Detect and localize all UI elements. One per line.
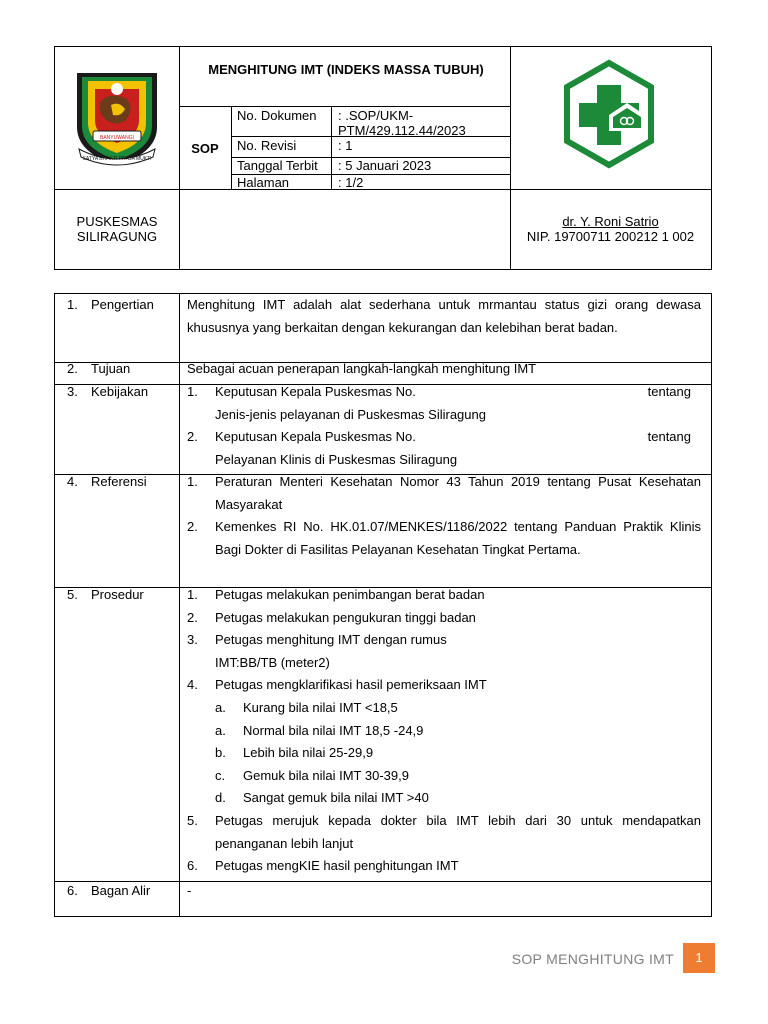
tujuan-text: Sebagai acuan penerapan langkah-langkah menghitung IMT: [187, 361, 537, 376]
field-label-halaman: Halaman: [237, 175, 290, 190]
prosedur-list: [187, 584, 701, 878]
referensi-list: [187, 471, 701, 561]
list-item: 1. Keputusan Kepala Puskesmas No. tentang Jenis-jenis pelayanan di Puskesmas Siliragung: [187, 384, 691, 422]
svg-text:BANYUWANGI: BANYUWANGI: [100, 135, 134, 141]
row-label-prosedur: 5. Prosedur: [67, 587, 144, 602]
list-item: 1. Petugas melakukan penimbangan berat badan: [187, 587, 485, 602]
header-divider: [331, 107, 332, 190]
field-label-no-dokumen: No. Dokumen: [237, 108, 317, 123]
pengertian-text: Menghitung IMT adalah alat sederhana untuk mrmantau status gizi orang dewasa khususnya yang berkaitan dengan kekurangan dan kelebihan berat badan.: [187, 297, 701, 335]
kebijakan-list: [187, 381, 701, 471]
list-item: 3. Petugas menghitung IMT dengan rumus IMT:BB/TB (meter2): [187, 632, 447, 670]
row-label-pengertian: 1. Pengertian: [67, 297, 154, 312]
signer-block: [510, 214, 711, 244]
page-number-badge: 1: [683, 943, 715, 973]
list-item: 5. Petugas merujuk kepada dokter bila IMT lebih dari 30 untuk mendapatkan penanganan lebih lanjut: [187, 812, 701, 851]
row-label-tujuan: 2. Tujuan: [67, 361, 131, 376]
field-label-tanggal-terbit: Tanggal Terbit: [237, 158, 318, 173]
signer-nip: NIP. 19700711 200212 1 002: [526, 229, 695, 244]
sub-list-item: a. Kurang bila nilai IMT <18,5: [215, 699, 398, 715]
sub-list-item: b. Lebih bila nilai 25-29,9: [215, 745, 374, 761]
field-value-halaman: : 1/2: [338, 175, 364, 190]
field-value-tanggal-terbit: : 5 Januari 2023: [338, 158, 432, 173]
organization-name: PUSKESMAS SILIRAGUNG: [76, 214, 158, 244]
field-label-no-revisi: No. Revisi: [237, 138, 297, 153]
banyuwangi-emblem: [71, 65, 163, 169]
field-value-no-revisi: : 1: [338, 138, 353, 153]
sub-list-item: d. Sangat gemuk bila nilai IMT >40: [215, 790, 429, 806]
list-item: 2. Petugas melakukan pengukuran tinggi badan: [187, 609, 476, 625]
sub-list-item: a. Normal bila nilai IMT 18,5 -24,9: [215, 722, 424, 738]
footer-title: SOP MENGHITUNG IMT: [511, 951, 674, 967]
sub-list-item: c. Gemuk bila nilai IMT 30-39,9: [215, 767, 409, 783]
sop-label: SOP: [191, 141, 219, 156]
svg-text:SATYA BHAKTI PRAJA MUKTI: SATYA BHAKTI PRAJA MUKTI: [82, 156, 152, 162]
row-label-referensi: 4. Referensi: [67, 474, 147, 489]
field-value-no-dokumen: : .SOP/UKM-PTM/429.112.44/2023: [338, 108, 466, 138]
row-label-kebijakan: 3. Kebijakan: [67, 384, 149, 399]
list-item: 2. Kemenkes RI No. HK.01.07/MENKES/1186/2022 tentang Panduan Praktik Klinis Bagi Dokter di Fasilitas Pelayanan Kesehatan Tingkat Pertama.: [187, 519, 701, 557]
list-item: 1. Peraturan Menteri Kesehatan Nomor 43 Tahun 2019 tentang Pusat Kesehatan Masyarakat: [187, 474, 701, 512]
header-divider: [179, 106, 510, 107]
sop-content-table: [54, 293, 712, 917]
header-divider: [179, 47, 180, 269]
content-divider: [179, 294, 180, 916]
header-divider: [231, 107, 232, 190]
puskesmas-logo: [563, 59, 655, 169]
signer-name: dr. Y. Roni Satrio: [562, 214, 659, 229]
list-item: 6. Petugas mengKIE hasil penghitungan IMT: [187, 858, 459, 874]
document-title: MENGHITUNG IMT (INDEKS MASSA TUBUH): [208, 62, 484, 77]
row-label-bagan-alir: 6. Bagan Alir: [67, 883, 151, 898]
bagan-alir-text: -: [187, 883, 192, 898]
sop-header-table: [54, 46, 712, 270]
list-item: 2. Keputusan Kepala Puskesmas No. tentang Pelayanan Klinis di Puskesmas Siliragung: [187, 429, 691, 467]
list-item: 4. Petugas mengklarifikasi hasil pemeriksaan IMT: [187, 677, 487, 693]
